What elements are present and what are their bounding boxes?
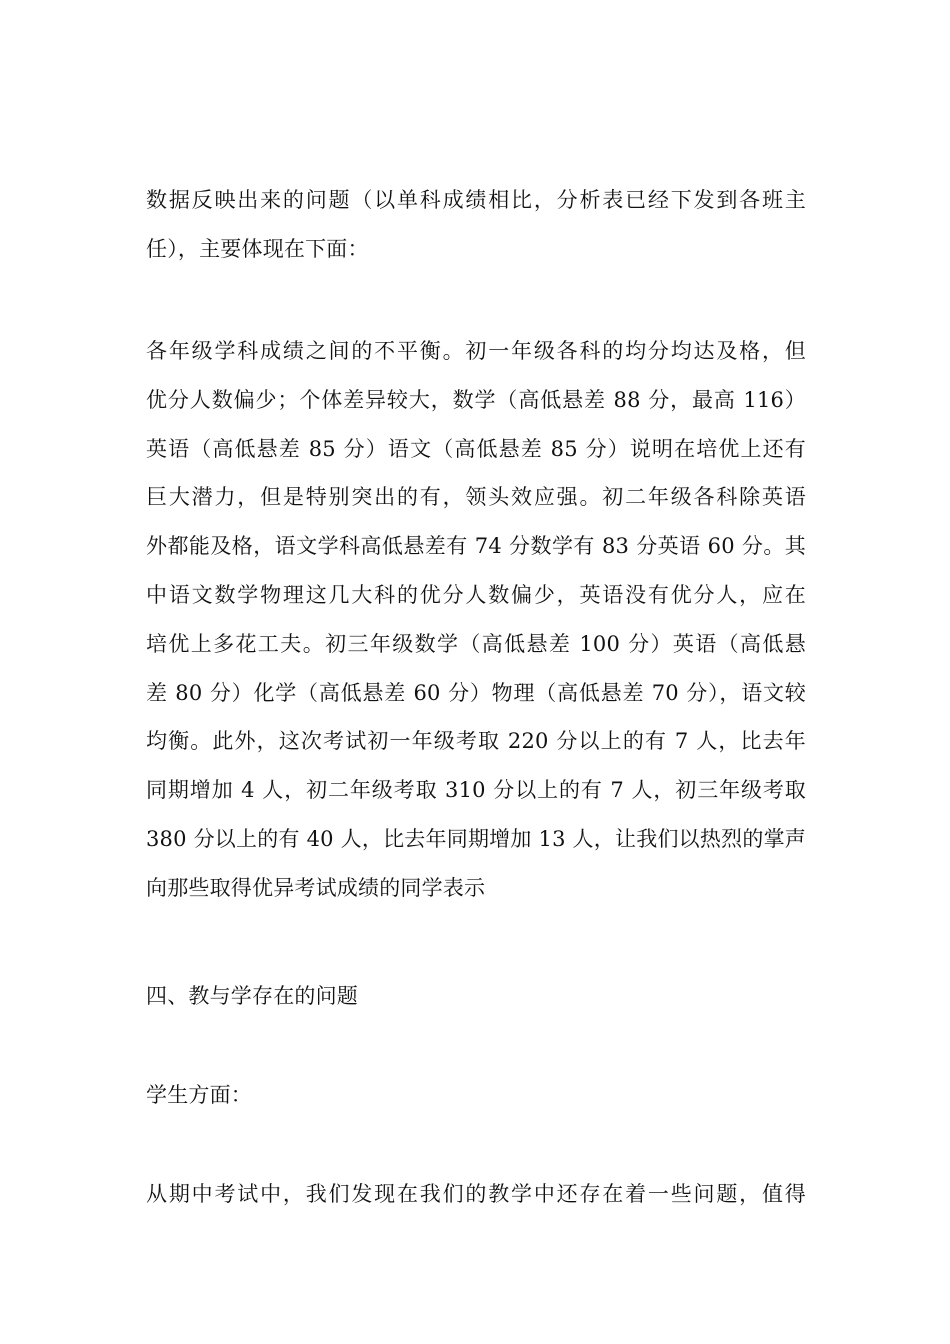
- text-line: 差 80 分）化学（高低悬差 60 分）物理（高低悬差 70 分），语文较: [146, 680, 806, 705]
- paragraph-data-issues: [146, 176, 806, 274]
- text-line: 均衡。此外，这次考试初一年级考取 220 分以上的有 7 人，比去年: [146, 729, 806, 754]
- text-line: 任），主要体现在下面：: [146, 236, 369, 261]
- text-line: 同期增加 4 人，初二年级考取 310 分以上的有 7 人，初三年级考取: [146, 778, 806, 803]
- paragraph-problems: [146, 1170, 806, 1219]
- section-heading-4: [146, 972, 806, 1021]
- text-line: 数据反映出来的问题（以单科成绩相比，分析表已经下发到各班主: [146, 188, 806, 212]
- text-line: 各年级学科成绩之间的不平衡。初一年级各科的均分均达及格，但: [146, 339, 806, 363]
- text-line: 优分人数偏少；个体差异较大，数学（高低悬差 88 分，最高 116）: [146, 387, 806, 412]
- section-heading-text: 四、教与学存在的问题: [146, 984, 358, 1008]
- text-line: 培优上多花工夫。初三年级数学（高低悬差 100 分）英语（高低悬: [146, 631, 806, 656]
- text-line: 英语（高低悬差 85 分）语文（高低悬差 85 分）说明在培优上还有: [146, 436, 806, 461]
- text-line: 中语文数学物理这几大科的优分人数偏少，英语没有优分人，应在: [146, 582, 806, 607]
- subheading-students: [146, 1071, 806, 1120]
- text-line: 外都能及格，语文学科高低悬差有 74 分数学有 83 分英语 60 分。其: [146, 534, 806, 559]
- subheading-text: 学生方面：: [146, 1083, 252, 1107]
- text-line: 巨大潜力，但是特别突出的有，领头效应强。初二年级各科除英语: [146, 485, 806, 510]
- paragraph-grade-imbalance: [146, 327, 806, 913]
- text-line: 从期中考试中，我们发现在我们的教学中还存在着一些问题，值得: [146, 1182, 806, 1206]
- text-line: 向那些取得优异考试成绩的同学表示: [146, 875, 486, 900]
- text-line: 380 分以上的有 40 人，比去年同期增加 13 人，让我们以热烈的掌声: [146, 826, 806, 851]
